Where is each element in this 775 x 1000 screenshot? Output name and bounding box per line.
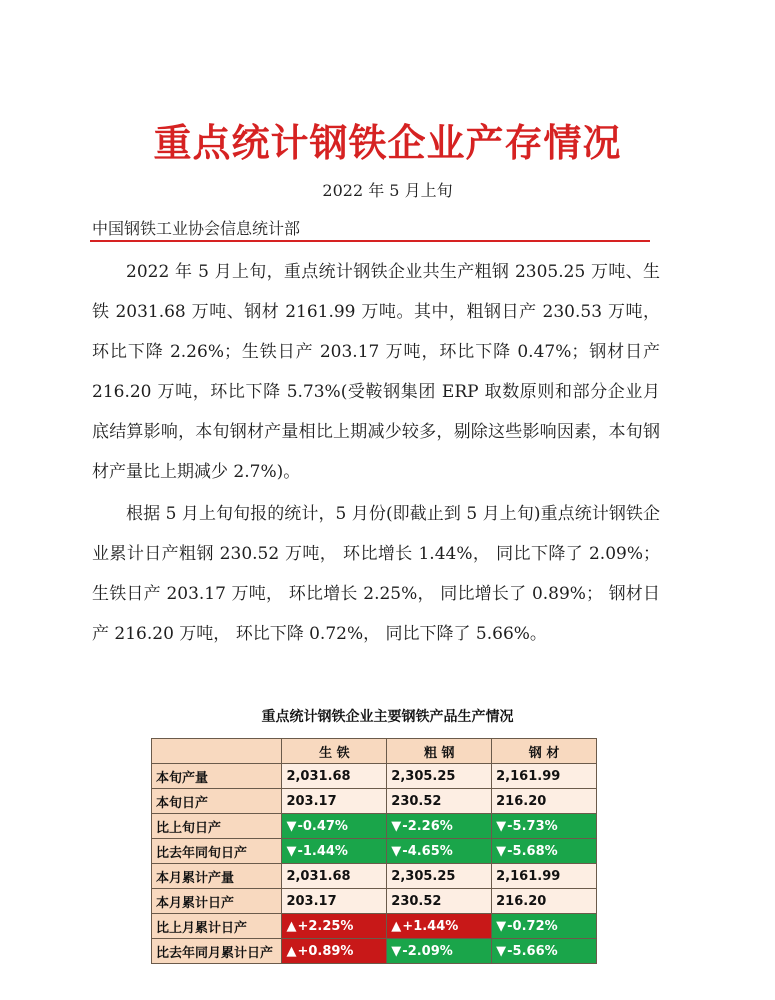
paragraph-summary: 2022 年 5 月上旬，重点统计钢铁企业共生产粗钢 2305.25 万吨、生铁 2031.68 万吨、钢材 2161.99 万吨。其中，粗钢日产 230.53 万吨，环比下降 2.26%；生铁日产 203.17 万吨，环比下降 0.47%；钢材日产 216.20 万吨，环比下降 5.73%(受鞍钢集团 ERP 取数原则和部分企业月底结算影响，本旬钢材产量相比上期减少较多，剔除这些影响因素，本旬钢材产量比上期减少 2.7%)。 bbox=[92, 262, 660, 482]
cell-value: 2,305.25 bbox=[391, 768, 456, 784]
cell-crude-steel bbox=[387, 789, 492, 814]
organization-name: 中国钢铁工业协会信息统计部 bbox=[92, 219, 301, 238]
row-label: 比上旬日产 bbox=[152, 814, 282, 839]
report-date: 2022 年 5 月上旬 bbox=[322, 181, 453, 200]
table-row bbox=[152, 939, 597, 964]
cell-steel-products bbox=[492, 789, 597, 814]
table-header-pig-iron: 生 铁 bbox=[282, 739, 387, 764]
table-row bbox=[152, 839, 597, 864]
row-label: 本旬日产 bbox=[152, 789, 282, 814]
cell-pig-iron bbox=[282, 814, 387, 839]
row-label: 比去年同旬日产 bbox=[152, 839, 282, 864]
table-row bbox=[152, 889, 597, 914]
production-table bbox=[151, 738, 597, 964]
cell-pig-iron bbox=[282, 914, 387, 939]
cell-value: +1.44% bbox=[402, 918, 459, 934]
cell-value: -5.68% bbox=[507, 843, 558, 859]
cell-steel-products bbox=[492, 939, 597, 964]
cell-steel-products bbox=[492, 864, 597, 889]
arrow-down-icon: ▼ bbox=[286, 843, 297, 859]
table-row bbox=[152, 914, 597, 939]
arrow-down-icon: ▼ bbox=[391, 843, 402, 859]
cell-value: -5.66% bbox=[507, 943, 558, 959]
table-header-steel-products: 钢 材 bbox=[492, 739, 597, 764]
cell-crude-steel bbox=[387, 839, 492, 864]
arrow-up-icon: ▲ bbox=[286, 943, 297, 959]
cell-crude-steel bbox=[387, 914, 492, 939]
cell-value: -5.73% bbox=[507, 818, 558, 834]
cell-steel-products bbox=[492, 839, 597, 864]
cell-value: 230.52 bbox=[391, 893, 442, 909]
cell-pig-iron bbox=[282, 764, 387, 789]
cell-value: 230.52 bbox=[391, 793, 442, 809]
cell-value: 2,305.25 bbox=[391, 868, 456, 884]
header-divider bbox=[90, 240, 650, 242]
cell-crude-steel bbox=[387, 889, 492, 914]
row-label: 比去年同月累计日产 bbox=[152, 939, 282, 964]
cell-pig-iron bbox=[282, 939, 387, 964]
cell-value: -2.09% bbox=[402, 943, 453, 959]
cell-pig-iron bbox=[282, 864, 387, 889]
cell-steel-products bbox=[492, 814, 597, 839]
cell-value: 2,031.68 bbox=[286, 768, 351, 784]
table-row bbox=[152, 789, 597, 814]
arrow-down-icon: ▼ bbox=[286, 818, 297, 834]
row-label: 本月累计产量 bbox=[152, 864, 282, 889]
cell-value: -0.72% bbox=[507, 918, 558, 934]
arrow-down-icon: ▼ bbox=[496, 943, 507, 959]
table-row bbox=[152, 864, 597, 889]
arrow-up-icon: ▲ bbox=[286, 918, 297, 934]
arrow-down-icon: ▼ bbox=[391, 818, 402, 834]
cell-pig-iron bbox=[282, 789, 387, 814]
cell-value: -0.47% bbox=[297, 818, 348, 834]
arrow-down-icon: ▼ bbox=[391, 943, 402, 959]
row-label: 本旬产量 bbox=[152, 764, 282, 789]
cell-value: 216.20 bbox=[496, 893, 547, 909]
cell-value: 2,161.99 bbox=[496, 768, 561, 784]
table-header-blank bbox=[152, 739, 282, 764]
cell-pig-iron bbox=[282, 839, 387, 864]
table-row bbox=[152, 814, 597, 839]
table-title: 重点统计钢铁企业主要钢铁产品生产情况 bbox=[261, 709, 514, 725]
document-title: 重点统计钢铁企业产存情况 bbox=[153, 120, 622, 165]
cell-value: -1.44% bbox=[297, 843, 348, 859]
cell-crude-steel bbox=[387, 864, 492, 889]
cell-value: 216.20 bbox=[496, 793, 547, 809]
cell-crude-steel bbox=[387, 939, 492, 964]
row-label: 比上月累计日产 bbox=[152, 914, 282, 939]
arrow-down-icon: ▼ bbox=[496, 843, 507, 859]
cell-crude-steel bbox=[387, 814, 492, 839]
cell-steel-products bbox=[492, 914, 597, 939]
cell-value: +2.25% bbox=[297, 918, 354, 934]
cell-steel-products bbox=[492, 889, 597, 914]
table-row bbox=[152, 764, 597, 789]
row-label: 本月累计日产 bbox=[152, 889, 282, 914]
cell-value: -2.26% bbox=[402, 818, 453, 834]
paragraph-cumulative: 根据 5 月上旬旬报的统计，5 月份(即截止到 5 月上旬)重点统计钢铁企业累计日产粗钢 230.52 万吨， 环比增长 1.44%， 同比下降了 2.09%； 生铁日产 203.17 万吨， 环比增长 2.25%， 同比增长了 0.89%； 钢材日产 216.20 万吨， 环比下降 0.72%， 同比下降了 5.66%。 bbox=[92, 504, 660, 644]
cell-value: 2,161.99 bbox=[496, 868, 561, 884]
arrow-up-icon: ▲ bbox=[391, 918, 402, 934]
cell-pig-iron bbox=[282, 889, 387, 914]
table-header-row bbox=[152, 739, 597, 764]
cell-steel-products bbox=[492, 764, 597, 789]
cell-value: +0.89% bbox=[297, 943, 354, 959]
arrow-down-icon: ▼ bbox=[496, 918, 507, 934]
cell-value: 203.17 bbox=[286, 893, 337, 909]
cell-value: 2,031.68 bbox=[286, 868, 351, 884]
table-header-crude-steel: 粗 钢 bbox=[387, 739, 492, 764]
cell-crude-steel bbox=[387, 764, 492, 789]
arrow-down-icon: ▼ bbox=[496, 818, 507, 834]
cell-value: -4.65% bbox=[402, 843, 453, 859]
cell-value: 203.17 bbox=[286, 793, 337, 809]
